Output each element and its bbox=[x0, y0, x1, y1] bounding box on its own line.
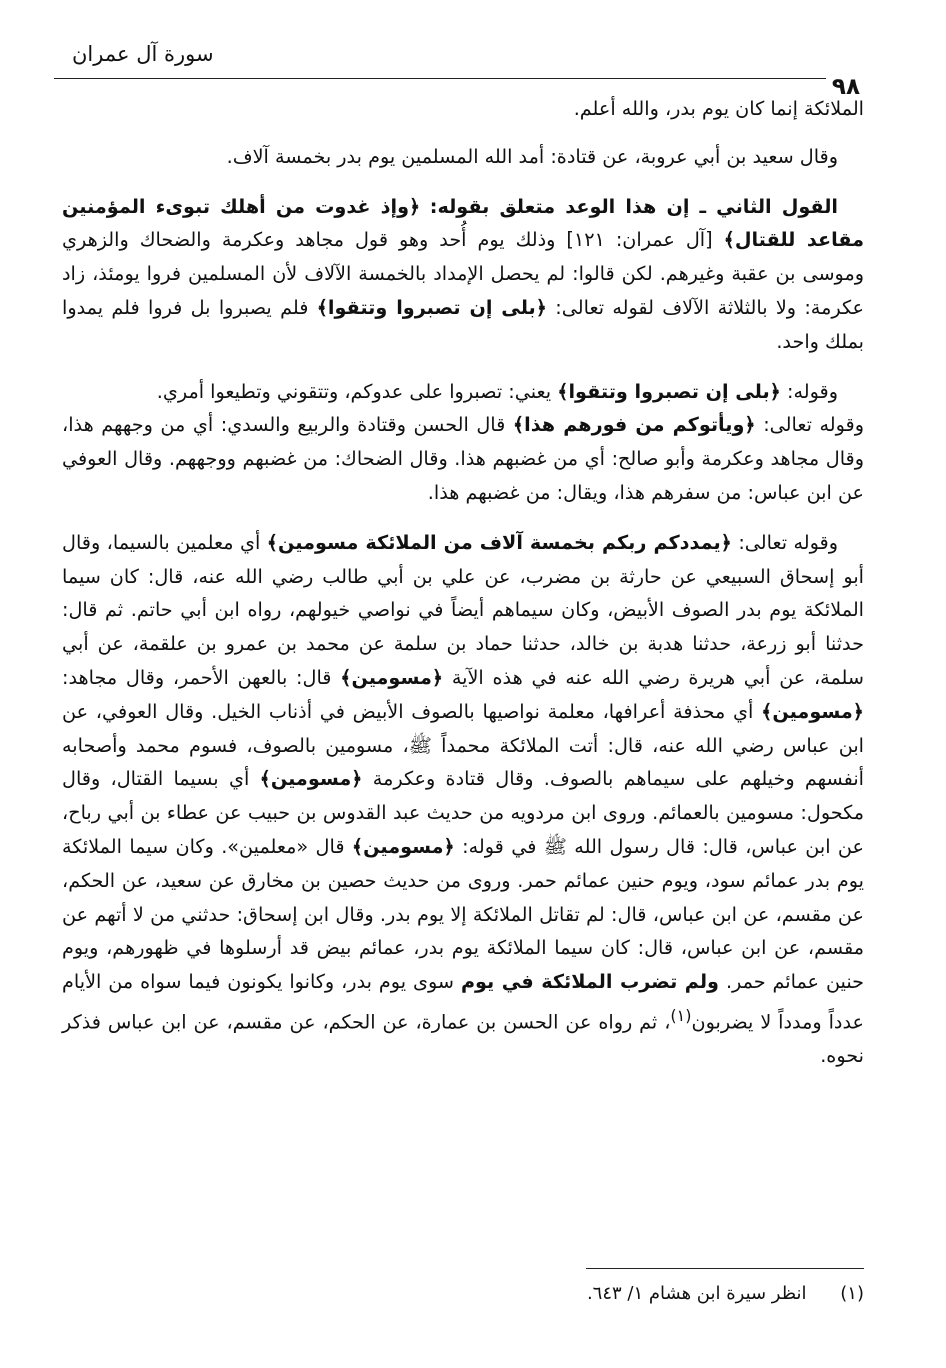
footnote-text: انظر سيرة ابن هشام ١/ ٦٤٣. bbox=[586, 1283, 807, 1304]
paragraph-text: يعني: تصبروا على عدوكم، وتتقوني وتطيعوا أمري. bbox=[156, 379, 552, 403]
paragraph-4 bbox=[62, 375, 864, 409]
paragraph-5 bbox=[62, 408, 864, 509]
paragraph-text: قال: بالعهن الأحمر، وقال مجاهد: bbox=[62, 665, 332, 689]
quran-verse: ﴿مسومين﴾ bbox=[351, 834, 455, 858]
page-number: ٩٨ bbox=[831, 74, 860, 100]
paragraph-text: وقوله تعالى: bbox=[763, 413, 864, 437]
paragraph-3 bbox=[62, 190, 864, 359]
paragraph-text: وقوله: bbox=[787, 379, 838, 403]
paragraph-1: الملائكة إنما كان يوم بدر، والله أعلم. bbox=[573, 97, 864, 120]
footnote bbox=[62, 1280, 864, 1308]
quran-verse: ﴿يمددكم ربكم بخمسة آلاف من الملائكة مسومين﴾ bbox=[266, 530, 732, 554]
quran-verse: ﴿بلى إن تصبروا وتتقوا﴾ bbox=[316, 295, 547, 319]
quran-verse: ﴿مسومين﴾ bbox=[761, 699, 864, 723]
header-rule bbox=[54, 78, 826, 79]
quran-verse: ﴿مسومين﴾ bbox=[340, 665, 444, 689]
quran-verse: ﴿مسومين﴾ bbox=[259, 767, 363, 791]
paragraph-text: وقوله تعالى: bbox=[738, 530, 838, 554]
emphasized-text: ولم تضرب الملائكة في يوم bbox=[460, 970, 719, 994]
page-header bbox=[62, 32, 864, 100]
footnote-marker: (١) bbox=[840, 1283, 864, 1304]
paragraph-2: وقال سعيد بن أبي عروبة، عن قتادة: أمد الله المسلمين يوم بدر بخمسة آلاف. bbox=[226, 144, 838, 168]
footnote-rule bbox=[586, 1268, 864, 1269]
running-title: سورة آل عمران bbox=[72, 42, 214, 66]
quran-verse: ﴿وإذ غدوت من أهلك تبوىء المؤمنين مقاعد للقتال﴾ bbox=[62, 194, 865, 252]
paragraph-text: قال «معلمين». وكان سيما الملائكة يوم بدر عمائم سود، ويوم حنين عمائم حمر. وروى من حديث حصين بن مخارق عن سعيد، عن الحكم، عن مقسم، عن ابن عباس، قال: لم تقاتل الملائكة إلا يوم بدر. وقال ابن إسحاق: حدثني من لا أتهم عن مقسم، عن ابن عباس، قال: كان سيما الملائكة يوم بدر، عمائم بيض قد أرسلوها في ظهورهم، ويوم حنين عمائم حمر. bbox=[62, 834, 864, 994]
paragraph-text: فلم يصبروا بل فروا فلم يمدوا بملك واحد. bbox=[62, 295, 864, 353]
paragraph-text: ، ثم رواه عن الحسن بن عمارة، عن الحكم، عن مقسم، عن ابن عباس فذكر نحوه. bbox=[62, 1010, 864, 1068]
paragraph-6 bbox=[62, 526, 864, 1073]
paragraph-text: قال الحسن وقتادة والربيع والسدي: أي من وجههم هذا، وقال مجاهد وعكرمة وأبو صالح: أي من غضبهم هذا. وقال الضحاك: من غضبهم ووجههم. وقال العوفي عن ابن عباس: من سفرهم هذا، ويقال: من غضبهم هذا. bbox=[62, 413, 864, 504]
paragraph-text: سوى يوم بدر، وكانوا يكونون فيما سواه من الأيام عدداً ومدداً لا يضربون bbox=[62, 970, 864, 1034]
second-opinion-lead: القول الثاني ـ إن هذا الوعد متعلق بقوله: bbox=[429, 194, 839, 218]
quran-verse: ﴿ويأتوكم من فورهم هذا﴾ bbox=[512, 413, 756, 437]
paragraph-text: أي معلمين بالسيما، وقال أبو إسحاق السبيعي عن حارثة بن مضرب، عن علي بن أبي طالب رضي الله عنه، قال: كان سيما الملائكة يوم بدر الصوف الأبيض، وكان سيماهم أيضاً في نواصي خيولهم، رواه ابن أبي حاتم. ثم قال: حدثنا أبو زرعة، حدثنا هدبة بن خالد، حدثنا حماد بن سلمة عن محمد بن عمرو بن علقمة، عن أبي سلمة، عن أبي هريرة رضي الله عنه في هذه الآية bbox=[62, 530, 864, 689]
footnote-reference[interactable]: (١) bbox=[670, 1005, 692, 1025]
paragraph-text: أي بسيما القتال، وقال مكحول: مسومين بالعمائم. وروى ابن مردويه من حديث عبد القدوس بن حبيب عن عطاء بن أبي رباح، عن ابن عباس، قال: قال رسول الله ﷺ في قوله: bbox=[62, 767, 864, 858]
quran-verse: ﴿بلى إن تصبروا وتتقوا﴾ bbox=[557, 379, 781, 403]
paragraph-text: أي محذفة أعرافها، معلمة نواصيها بالصوف الأبيض في أذناب الخيل. وقال العوفي، عن ابن عباس رضي الله عنه، قال: أتت الملائكة محمداً ﷺ، مسومين بالصوف، فسوم محمد وأصحابه أنفسهم وخيلهم على سيماهم بالصوف. وقال قتادة وعكرمة bbox=[62, 699, 864, 791]
main-text bbox=[62, 92, 864, 1073]
paragraph-text: [آل عمران: ١٢١] وذلك يوم أُحد وهو قول مجاهد وعكرمة والضحاك والزهري وموسى بن عقبة وغيرهم. لكن قالوا: لم يحصل الإمداد بالخمسة الآلاف لأن المسلمين فروا يومئذ، زاد عكرمة: ولا بالثلاثة الآلاف لقوله تعالى: bbox=[62, 228, 865, 319]
